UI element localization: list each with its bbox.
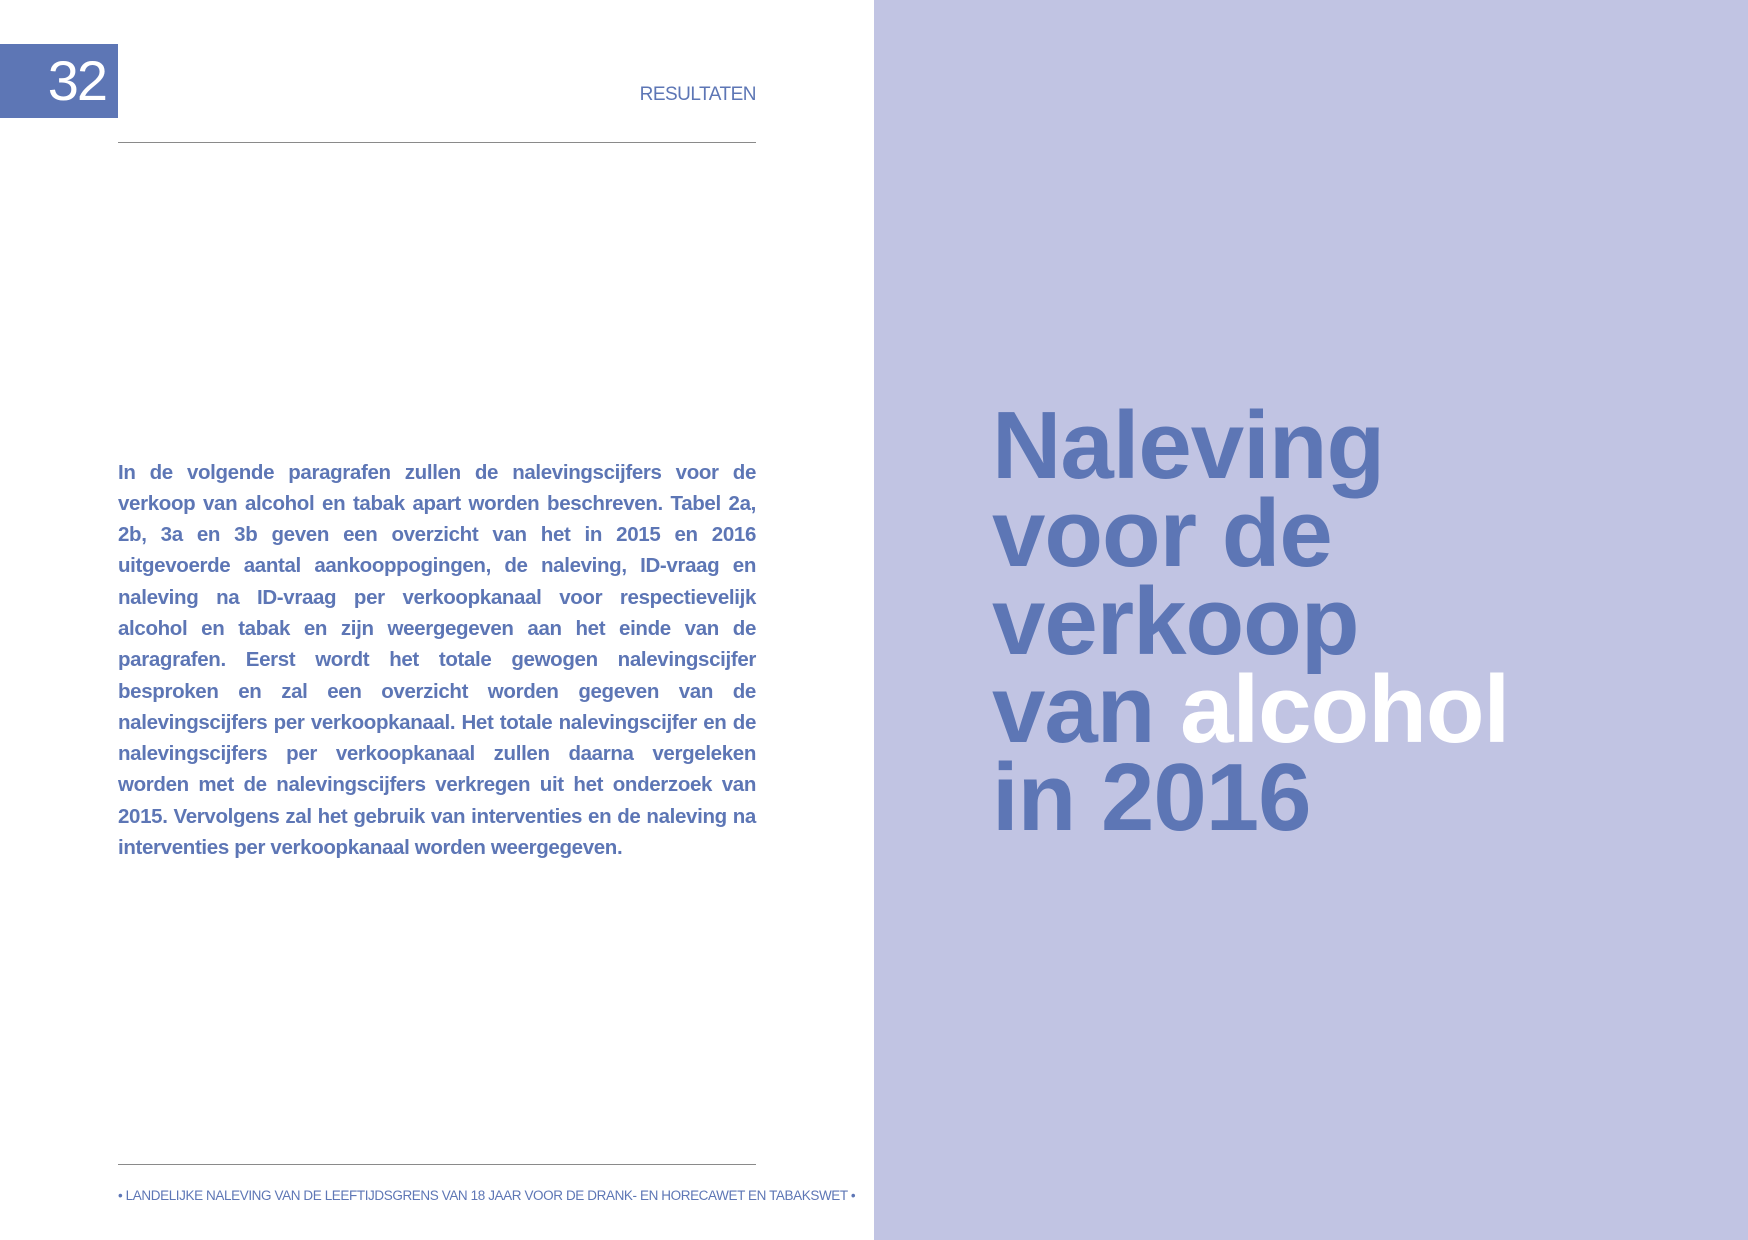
footer-divider [118, 1164, 756, 1165]
chapter-title-highlight: alcohol [1180, 656, 1510, 763]
chapter-title [992, 392, 1712, 851]
chapter-title-panel [874, 0, 1748, 1240]
running-footer: • LANDELIJKE NALEVING VAN DE LEEFTIJDSGRENS VAN 18 JAAR VOOR DE DRANK- EN HORECAWET EN TABAKSWET • [118, 1188, 856, 1203]
intro-paragraph: In de volgende paragrafen zullen de nalevingscijfers voor de verkoop van alcohol en tabak apart worden beschreven. Tabel 2a, 2b, 3a en 3b geven een overzicht van het in 2015 en 2016 uitgevoerde aantal aankooppogingen, de naleving, ID-vraag en naleving na ID-vraag per verkoopkanaal voor respectievelijk alcohol en tabak en zijn weergegeven aan het einde van de paragrafen. Eerst wordt het totale gewogen nalevingscijfer besproken en zal een overzicht worden gegeven van de nalevingscijfers per verkoopkanaal. Het totale nalevingscijfer en de nalevingscijfers per verkoopkanaal zullen daarna vergeleken worden met de nalevingscijfers verkregen uit het onderzoek van 2015. Vervolgens zal het gebruik van interventies en de naleving na interventies per verkoopkanaal worden weergegeven. [118, 460, 756, 860]
chapter-title-line-5: in 2016 [992, 744, 1311, 851]
header-divider [118, 142, 756, 143]
chapter-title-line-1: Naleving [992, 392, 1385, 499]
section-label: RESULTATEN [639, 84, 756, 105]
chapter-title-line-4 [992, 656, 1712, 763]
chapter-title-line-3: verkoop [992, 568, 1359, 675]
page-number-box [0, 44, 118, 118]
page-number: 32 [47, 49, 106, 112]
chapter-title-line-2: voor de [992, 480, 1332, 587]
chapter-title-van: van [992, 656, 1181, 763]
